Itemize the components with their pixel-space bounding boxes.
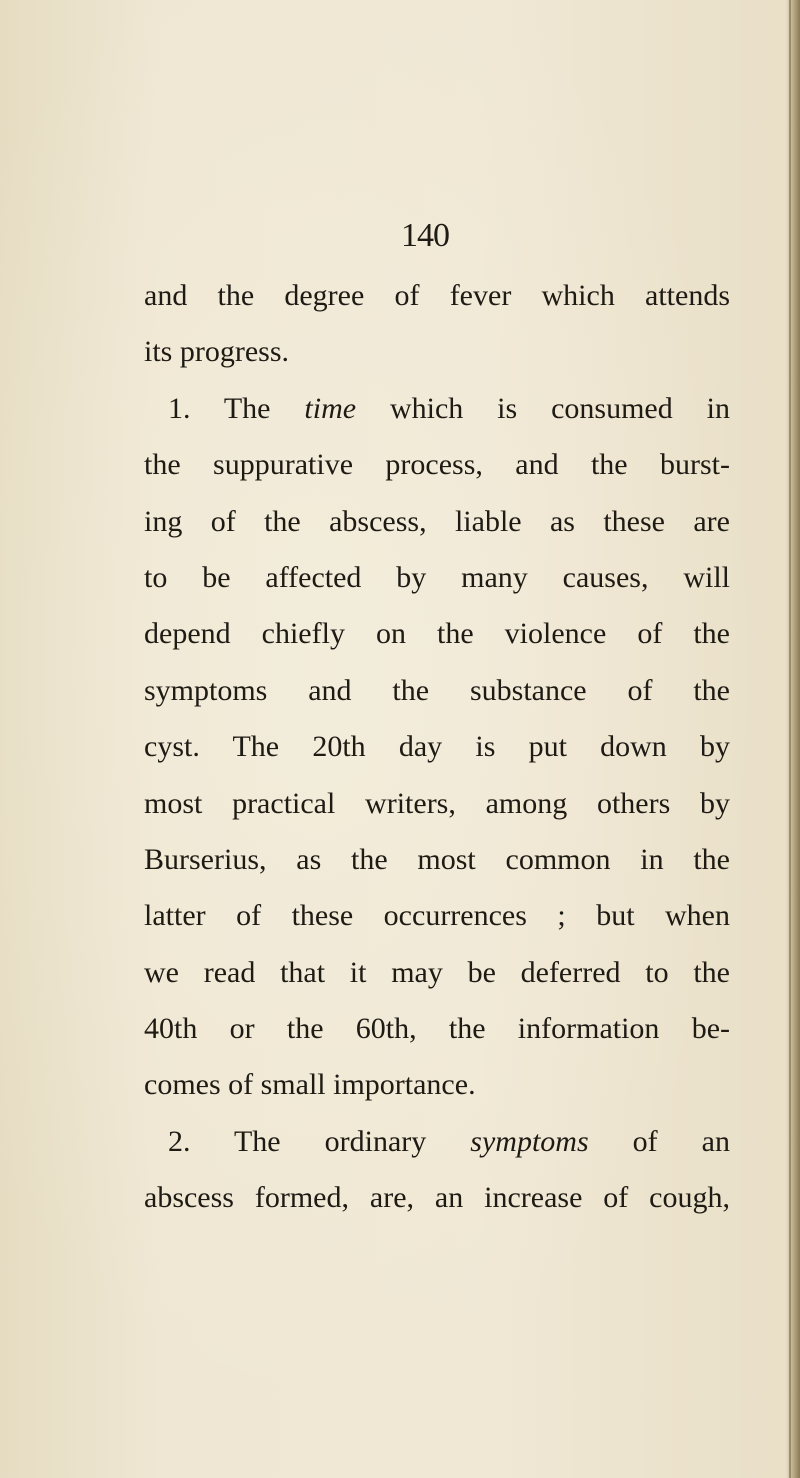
text-line: its progress.: [144, 335, 289, 369]
body-text: [144, 268, 730, 1227]
text-line: comes of small importance.: [144, 1068, 476, 1102]
text-line: ing of the abscess, liable as these are: [144, 504, 730, 538]
text-line: we read that it may be deferred to the: [144, 955, 730, 989]
text-line: to be affected by many causes, will: [144, 560, 730, 594]
text-line: latter of these occurrences ; but when: [144, 899, 730, 933]
text-line: 1. The time which is consumed in: [168, 391, 730, 425]
text-line: and the degree of fever which attends: [144, 279, 730, 312]
page-number: 140: [401, 217, 449, 254]
text-line: 40th or the 60th, the information be-: [144, 1012, 730, 1046]
text-line: most practical writers, among others by: [144, 786, 730, 820]
text-line: the suppurative process, and the burst-: [144, 448, 730, 482]
text-line: cyst. The 20th day is put down by: [144, 730, 730, 764]
text-line: Burserius, as the most common in the: [144, 842, 730, 876]
page-edge-line: [789, 0, 791, 1478]
text-line: 2. The ordinary symptoms of an: [168, 1124, 730, 1158]
text-line: abscess formed, are, an increase of cough,: [144, 1181, 730, 1215]
text-line: depend chiefly on the violence of the: [144, 617, 730, 651]
text-line: symptoms and the substance of the: [144, 673, 730, 707]
